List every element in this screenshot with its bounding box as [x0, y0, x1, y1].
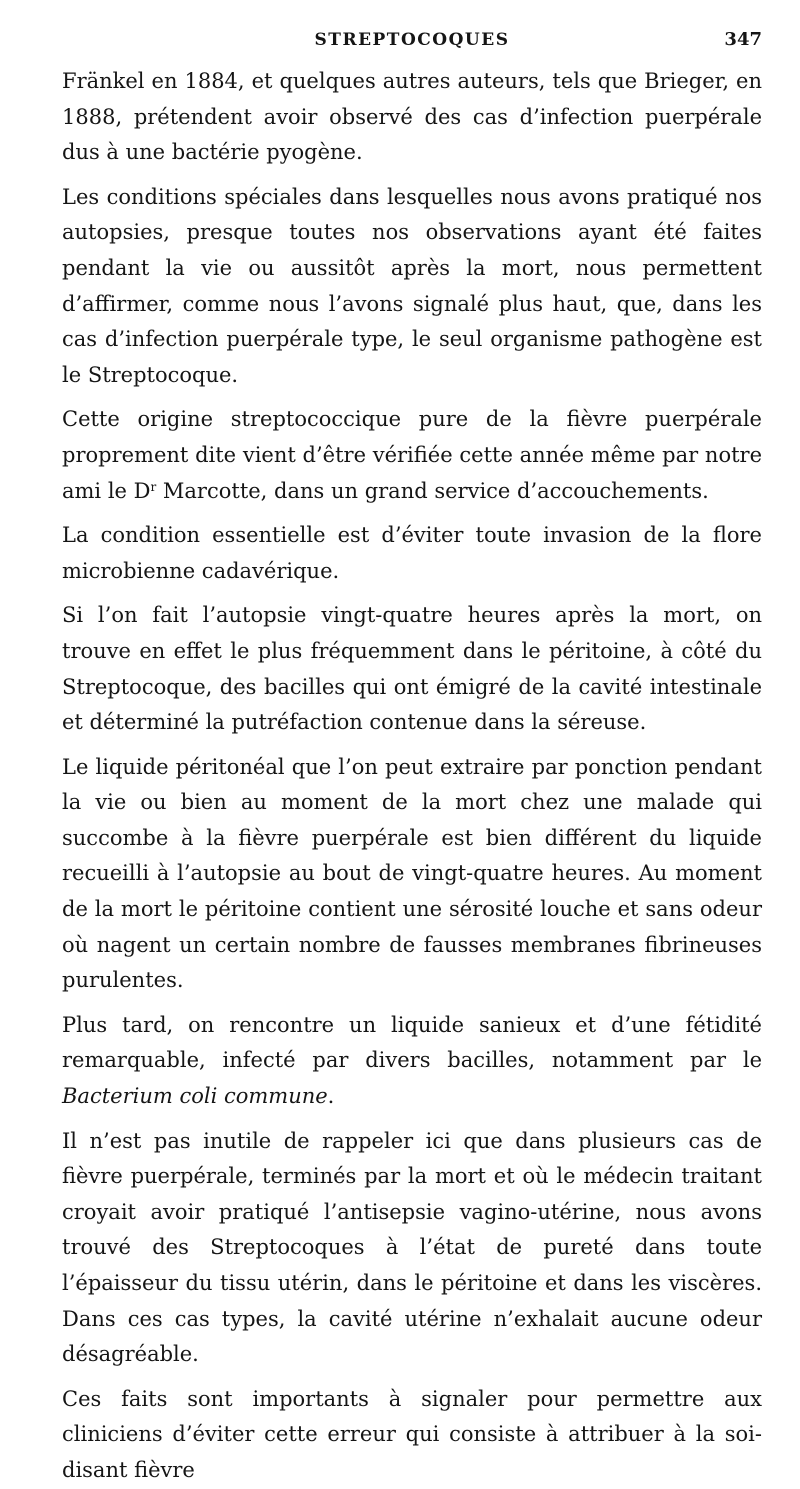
- body-text: [62, 64, 762, 1489]
- page-header: [62, 22, 762, 58]
- paragraph-1: Fränkel en 1884, et quelques autres auteurs, tels que Brieger, en 1888, prétendent avoir observé des cas d’infection puerpérale dus à une bactérie pyogène.: [62, 69, 762, 165]
- paragraph-3-text-a: Cette origine streptococcique pure de la fièvre puerpérale proprement dite vient d’être vérifiée cette année même par notre ami le D: [62, 407, 762, 503]
- paragraph-7-text-b: .: [327, 1084, 335, 1109]
- paragraph-3-text-b: Marcotte, dans un grand service d’accouchements.: [156, 478, 709, 503]
- paragraph-9: Ces faits sont importants à signaler pour permettre aux cliniciens d’éviter cette erreur qui consiste à attribuer à la soi-disant fièvre: [62, 1386, 762, 1482]
- paragraph-7-text-a: Plus tard, on rencontre un liquide sanieux et d’une fétidité remarquable, infecté par divers bacilles, notamment par le: [62, 1012, 762, 1073]
- running-title: STREPTOCOQUES: [314, 30, 510, 50]
- paragraph-8: Il n’est pas inutile de rappeler ici que dans plusieurs cas de fièvre puerpérale, terminés par la mort et où le médecin traitant croyait avoir pratiqué l’antisepsie vagino-utérine, nous avons trouvé des Streptocoques à l’état de pureté dans toute l’épaisseur du tissu utérin, dans le péritoine et dans les viscères. Dans ces cas types, la cavité utérine n’exhalait aucune odeur désagréable.: [62, 1128, 762, 1367]
- paragraph-7: [62, 1008, 762, 1115]
- paragraph-6: Le liquide péritonéal que l’on peut extraire par ponction pendant la vie ou bien au moment de la mort chez une malade qui succombe à la fièvre puerpérale est bien différent du liquide recueilli à l’autopsie au bout de vingt-quatre heures. Au moment de la mort le péritoine contient une sérosité louche et sans odeur où nagent un certain nombre de fausses membranes fibrineuses purulentes.: [62, 754, 762, 993]
- paragraph-5: Si l’on fait l’autopsie vingt-quatre heures après la mort, on trouve en effet le plus fréquemment dans le péritoine, à côté du Streptocoque, des bacilles qui ont émigré de la cavité intestinale et déterminé la putréfaction contenue dans la séreuse.: [62, 603, 762, 735]
- paragraph-4: La condition essentielle est d’éviter toute invasion de la flore microbienne cadavérique.: [62, 523, 762, 583]
- page-number: 347: [724, 29, 762, 50]
- species-name-italic: Bacterium coli commune: [62, 1084, 328, 1109]
- paragraph-3: [62, 402, 762, 509]
- paragraph-2: Les conditions spéciales dans lesquelles nous avons pratiqué nos autopsies, presque toutes nos observations ayant été faites pendant la vie ou aussitôt après la mort, nous permettent d’affirmer, comme nous l’avons signalé plus haut, que, dans les cas d’infection puerpérale type, le seul organisme pathogène est le Streptocoque.: [62, 184, 762, 387]
- doctor-abbrev-superscript: r: [150, 479, 157, 494]
